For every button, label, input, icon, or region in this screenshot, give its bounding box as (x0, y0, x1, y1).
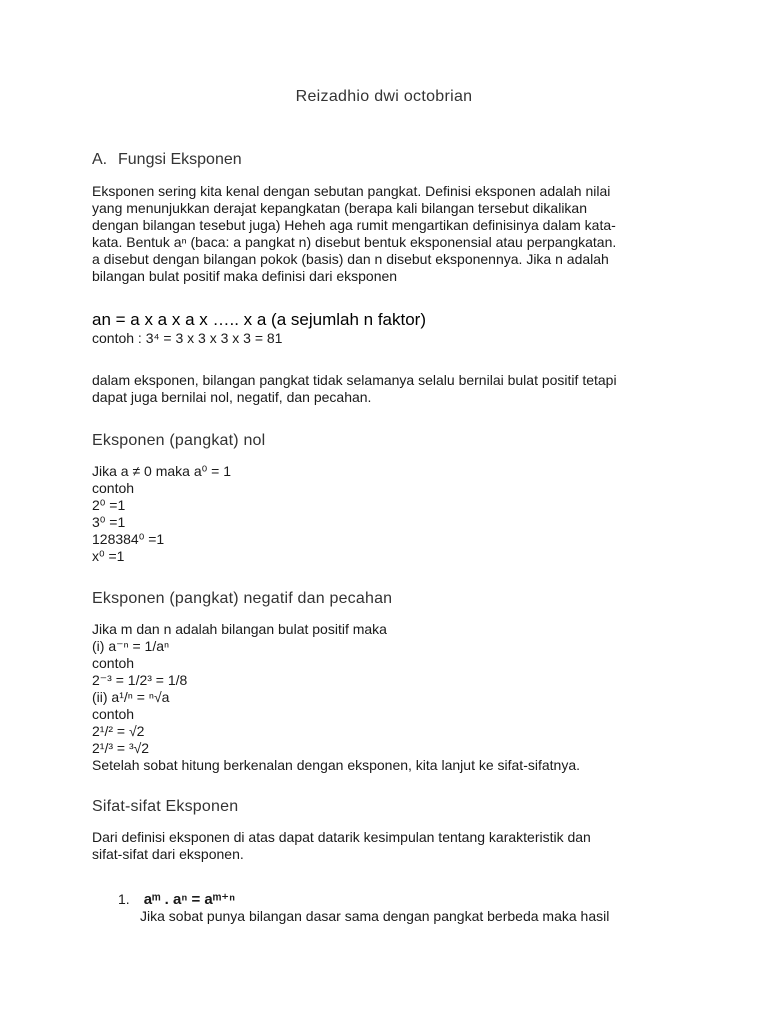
section-title: Fungsi Eksponen (118, 151, 242, 168)
paragraph-line: dalam eksponen, bilangan pangkat tidak selamanya selalu bernilai bulat positif tetapi (92, 372, 617, 388)
intro-paragraph (92, 183, 682, 285)
paragraph-line: yang menunjukkan derajat kepangkatan (berapa kali bilangan tersebut dikalikan (92, 200, 587, 216)
negative-fraction-block (92, 621, 580, 774)
sifat-paragraph (92, 829, 682, 863)
list-item-1 (118, 890, 235, 908)
paragraph-line: sifat-sifat dari eksponen. (92, 846, 244, 862)
section-number: A. (92, 151, 108, 168)
exponent-definition-formula: an = a x a x a x ….. x a (a sejumlah n faktor) (92, 310, 427, 329)
zero-exponent-block (92, 463, 231, 565)
heading-sifat-eksponen: Sifat-sifat Eksponen (92, 798, 239, 815)
paragraph-line: bilangan bulat positif maka definisi dari eksponen (92, 268, 398, 284)
paragraph-line: Eksponen sering kita kenal dengan sebutan pangkat. Definisi eksponen adalah nilai (92, 183, 611, 199)
math-line: 3⁰ =1 (92, 514, 126, 530)
list-item-1-description: Jika sobat punya bilangan dasar sama dengan pangkat berbeda maka hasil (140, 908, 610, 924)
math-line: contoh (92, 655, 135, 671)
second-paragraph (92, 372, 682, 406)
heading-eksponen-nol: Eksponen (pangkat) nol (92, 432, 266, 449)
formula-example: contoh : 3⁴ = 3 x 3 x 3 x 3 = 81 (92, 330, 283, 346)
list-number: 1. (118, 891, 130, 907)
math-line: Jika m dan n adalah bilangan bulat positif maka (92, 621, 387, 637)
paragraph-line: kata. Bentuk aⁿ (baca: a pangkat n) disebut bentuk eksponensial atau perpangkatan. (92, 234, 617, 250)
math-line: 2¹/³ = ³√2 (92, 740, 150, 756)
paragraph-line: a disebut dengan bilangan pokok (basis) dan n disebut eksponennya. Jika n adalah (92, 251, 609, 267)
author-name: Reizadhio dwi octobrian (295, 88, 473, 105)
section-heading-fungsi-eksponen (92, 151, 242, 169)
paragraph-line: dengan bilangan tesebut juga) Heheh aga rumit mengartikan definisinya dalam kata- (92, 217, 616, 233)
heading-eksponen-negatif-pecahan: Eksponen (pangkat) negatif dan pecahan (92, 590, 393, 607)
list-item-formula: aᵐ . aⁿ = aᵐ⁺ⁿ (143, 891, 236, 908)
math-line: Setelah sobat hitung berkenalan dengan eksponen, kita lanjut ke sifat-sifatnya. (92, 757, 580, 773)
math-line: contoh (92, 480, 135, 496)
math-line: 2⁻³ = 1/2³ = 1/8 (92, 672, 188, 688)
math-line: x⁰ =1 (92, 548, 125, 564)
math-line: (i) a⁻ⁿ = 1/aⁿ (92, 638, 170, 654)
paragraph-line: dapat juga bernilai nol, negatif, dan pecahan. (92, 389, 372, 405)
math-line: 2¹/² = √2 (92, 723, 145, 739)
math-line: Jika a ≠ 0 maka a⁰ = 1 (92, 463, 231, 479)
math-line: 128384⁰ =1 (92, 531, 165, 547)
math-line: 2⁰ =1 (92, 497, 126, 513)
paragraph-line: Dari definisi eksponen di atas dapat datarik kesimpulan tentang karakteristik dan (92, 829, 591, 845)
math-line: (ii) a¹/ⁿ = ⁿ√a (92, 689, 170, 705)
math-line: contoh (92, 706, 135, 722)
